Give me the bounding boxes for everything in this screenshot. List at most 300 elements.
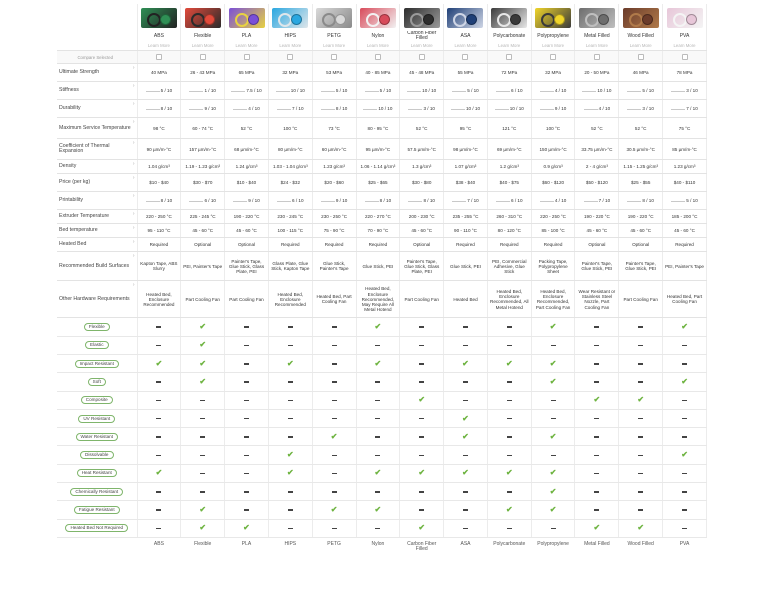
property-value — [619, 210, 663, 224]
property-value — [663, 192, 707, 210]
property-value-text: 33.75 µm/m-°C — [581, 146, 613, 152]
learn-more-link-asa[interactable]: Learn More — [444, 41, 488, 51]
compare-checkbox-metal-filled[interactable] — [594, 54, 600, 60]
info-chevron-icon[interactable]: › — [132, 161, 135, 168]
property-value-text: $30 - $70 — [193, 180, 213, 186]
feature-filter-pill-uv-resistant[interactable]: UV Resistant — [78, 415, 115, 423]
feature-filter-pill-composite[interactable]: Composite — [81, 396, 113, 404]
property-value-text: 98 µm/m-°C — [453, 146, 478, 152]
feature-value — [531, 446, 575, 464]
material-thumbnail-petg[interactable] — [316, 8, 352, 28]
material-thumbnail-wood-filled[interactable] — [623, 8, 659, 28]
footer-material-name-hips[interactable]: HIPS — [284, 540, 297, 547]
rating-bar — [496, 91, 510, 93]
info-chevron-icon[interactable]: › — [132, 253, 135, 260]
feature-value — [531, 501, 575, 519]
feature-value — [268, 373, 312, 391]
material-name-hips[interactable]: HIPS — [268, 31, 312, 41]
compare-cell — [268, 51, 312, 64]
material-thumbnail-flexible[interactable] — [185, 8, 221, 28]
material-name-abs[interactable]: ABS — [137, 31, 181, 41]
property-value-text: Optional — [237, 242, 256, 248]
property-value-text: 7 / 10 — [467, 198, 479, 204]
feature-value — [531, 464, 575, 482]
dash-icon — [332, 400, 337, 402]
compare-checkbox-hips[interactable] — [287, 54, 293, 60]
property-label-text: Density — [59, 163, 77, 170]
corner-cell — [57, 41, 137, 51]
learn-more-link-petg[interactable]: Learn More — [312, 41, 356, 51]
feature-filter-pill-soft[interactable]: Soft — [88, 378, 106, 386]
feature-value — [312, 446, 356, 464]
learn-more-link-abs[interactable]: Learn More — [137, 41, 181, 51]
property-value-text: $25 - $65 — [368, 180, 388, 186]
feature-value — [575, 391, 619, 409]
dash-icon — [156, 491, 161, 493]
feature-value — [312, 318, 356, 336]
property-value — [487, 224, 531, 238]
property-value-text: 10 / 10 — [290, 88, 305, 94]
property-label — [57, 281, 137, 318]
checkmark-icon: ✔ — [199, 322, 207, 332]
spool-shape-icon — [673, 13, 687, 27]
dash-icon — [551, 528, 556, 530]
property-value-text: 4 / 10 — [598, 106, 611, 112]
feature-value — [225, 483, 269, 501]
property-row-density — [57, 160, 707, 174]
feature-value — [181, 428, 225, 446]
property-value-text: 85 - 100 °C — [541, 228, 565, 234]
property-value-text: 75 °C — [678, 125, 691, 131]
dash-icon — [200, 400, 205, 402]
property-value — [137, 174, 181, 192]
feature-value — [137, 355, 181, 373]
dash-icon — [638, 436, 643, 438]
property-value — [137, 252, 181, 281]
footer-material-name-nylon[interactable]: Nylon — [371, 540, 385, 547]
footer-material-name-polypropylene[interactable]: Polypropylene — [537, 540, 569, 547]
footer-material-name-metal-filled[interactable]: Metal Filled — [584, 540, 610, 547]
property-row-coefficient-of-thermal-expansion — [57, 139, 707, 160]
compare-checkbox-pva[interactable] — [682, 54, 688, 60]
property-value-text: 230 - 250 °C — [321, 214, 348, 220]
material-thumbnail-pla[interactable] — [229, 8, 265, 28]
feature-value — [663, 428, 707, 446]
dash-icon — [244, 418, 249, 420]
feature-value — [444, 483, 488, 501]
feature-value — [619, 464, 663, 482]
rating-bar — [146, 201, 160, 203]
feature-value — [268, 428, 312, 446]
checkmark-icon: ✔ — [199, 523, 207, 533]
material-name-petg[interactable]: PETG — [312, 31, 356, 41]
compare-checkbox-asa[interactable] — [462, 54, 468, 60]
property-value-text: 1 / 10 — [204, 88, 216, 94]
feature-filter-pill-flexible[interactable]: Flexible — [84, 323, 110, 331]
rating-bar — [627, 109, 641, 111]
property-value — [268, 192, 312, 210]
property-value-text: Part Cooling Fan — [229, 296, 264, 302]
feature-value — [531, 428, 575, 446]
feature-value — [444, 409, 488, 427]
dash-icon — [419, 491, 424, 493]
feature-value — [137, 428, 181, 446]
footer-material-name-petg[interactable]: PETG — [327, 540, 341, 547]
compare-cell — [137, 51, 181, 64]
rating-bar — [189, 109, 203, 111]
feature-value — [575, 409, 619, 427]
feature-value — [575, 355, 619, 373]
dash-icon — [419, 436, 424, 438]
property-value — [225, 100, 269, 118]
feature-filter-pill-impact-resistant[interactable]: Impact Resistant — [75, 360, 119, 368]
info-chevron-icon[interactable]: › — [132, 282, 135, 289]
rating-bar — [277, 201, 291, 203]
dash-icon — [507, 345, 512, 347]
property-value — [400, 139, 444, 160]
footer-material-name-wood-filled[interactable]: Wood Filled — [627, 540, 654, 547]
property-value-text: 1.23 g/cm³ — [673, 164, 696, 170]
feature-value — [181, 446, 225, 464]
feature-value — [312, 519, 356, 537]
dash-icon — [638, 473, 643, 475]
feature-filter-pill-elastic[interactable]: Elastic — [85, 341, 109, 349]
feature-value — [575, 501, 619, 519]
material-thumbnail-metal-filled[interactable] — [579, 8, 615, 28]
learn-more-link-polycarbonate[interactable]: Learn More — [487, 41, 531, 51]
dash-icon — [200, 436, 205, 438]
property-value — [400, 238, 444, 252]
property-value — [575, 174, 619, 192]
property-value — [444, 160, 488, 174]
property-value — [312, 174, 356, 192]
learn-more-link-polypropylene[interactable]: Learn More — [531, 41, 575, 51]
footer-material-name-abs[interactable]: ABS — [153, 540, 164, 547]
rating-bar — [146, 109, 160, 111]
info-chevron-icon[interactable]: › — [132, 211, 135, 218]
footer-material-name-carbon-fiber-filled[interactable]: Carbon Fiber Filled — [407, 540, 437, 553]
material-name-carbon-fiber-filled[interactable]: Carbon Fiber Filled — [400, 31, 444, 41]
checkmark-icon: ✔ — [549, 431, 557, 441]
material-name-pla[interactable]: PLA — [225, 31, 269, 41]
info-chevron-icon[interactable]: › — [132, 193, 135, 200]
feature-row-heated-bed-not-required — [57, 519, 707, 537]
feature-value — [663, 464, 707, 482]
property-value — [619, 192, 663, 210]
property-value — [268, 174, 312, 192]
property-row-bed-temperature — [57, 224, 707, 238]
feature-filter-pill-dissolvable[interactable]: Dissolvable — [80, 451, 114, 459]
feature-value — [531, 355, 575, 373]
rating-bar — [671, 201, 685, 203]
feature-value — [137, 501, 181, 519]
property-label — [57, 192, 137, 210]
dash-icon — [332, 418, 337, 420]
learn-more-link-flexible[interactable]: Learn More — [181, 41, 225, 51]
checkmark-icon: ✔ — [243, 523, 250, 533]
learn-more-link-pla[interactable]: Learn More — [225, 41, 269, 51]
property-value — [531, 174, 575, 192]
property-value-text: 95 µm/m-°C — [365, 146, 391, 152]
dash-icon — [244, 400, 249, 402]
dash-icon — [507, 381, 512, 383]
learn-more-link-pva[interactable]: Learn More — [663, 41, 707, 51]
info-chevron-icon[interactable]: › — [132, 175, 135, 182]
dash-icon — [375, 400, 380, 402]
property-value-text: Kapton Tape, ABS Slurry — [140, 261, 178, 272]
learn-more-link-hips[interactable]: Learn More — [268, 41, 312, 51]
material-image-cell — [444, 4, 488, 31]
material-name-asa[interactable]: ASA — [444, 31, 488, 41]
feature-label-cell — [57, 446, 137, 464]
dash-icon — [463, 345, 468, 347]
material-thumbnail-abs[interactable] — [141, 8, 177, 28]
property-value-text: 6 / 10 — [204, 198, 216, 204]
material-thumbnail-asa[interactable] — [447, 8, 483, 28]
rating-bar — [452, 91, 466, 93]
property-label — [57, 238, 137, 252]
learn-more-link-carbon-fiber-filled[interactable]: Learn More — [400, 41, 444, 51]
compare-checkbox-wood-filled[interactable] — [638, 54, 644, 60]
feature-value — [663, 483, 707, 501]
footer-material-name-flexible[interactable]: Flexible — [194, 540, 212, 547]
info-chevron-icon[interactable]: › — [132, 101, 135, 108]
property-value — [400, 160, 444, 174]
footer-material-name-asa[interactable]: ASA — [460, 540, 471, 547]
property-value — [487, 160, 531, 174]
feature-value — [531, 391, 575, 409]
property-value-text: 45 - 60 °C — [236, 228, 257, 234]
footer-material-name-pva[interactable]: PVA — [679, 540, 690, 547]
compare-checkbox-polycarbonate[interactable] — [506, 54, 512, 60]
feature-filter-pill-chemically-resistant[interactable]: Chemically Resistant — [70, 488, 123, 496]
dash-icon — [682, 491, 687, 493]
property-row-durability — [57, 100, 707, 118]
property-value — [400, 192, 444, 210]
property-label-text: Heated Bed — [59, 241, 87, 248]
dash-icon — [682, 345, 687, 347]
property-value-text: 190 - 220 °C — [233, 214, 260, 220]
compare-checkbox-nylon[interactable] — [375, 54, 381, 60]
property-value-text: PEI, Painter's Tape — [665, 263, 704, 269]
feature-value — [400, 373, 444, 391]
material-thumbnail-pva[interactable] — [667, 8, 703, 28]
property-value-text: Glue Stick, PEI — [450, 263, 481, 269]
feature-label-cell — [57, 519, 137, 537]
feature-value — [531, 318, 575, 336]
rating-bar — [321, 201, 335, 203]
feature-row-elastic — [57, 336, 707, 354]
dash-icon — [244, 381, 249, 383]
property-label — [57, 160, 137, 174]
property-value — [225, 174, 269, 192]
compare-checkbox-flexible[interactable] — [200, 54, 206, 60]
checkmark-icon: ✔ — [462, 468, 469, 478]
material-thumbnail-hips[interactable] — [272, 8, 308, 28]
property-value — [356, 64, 400, 82]
material-thumbnail-polycarbonate[interactable] — [491, 8, 527, 28]
property-value-text: Painter's Tape, Glue Stick, PEI — [581, 261, 613, 272]
info-chevron-icon[interactable]: › — [132, 119, 135, 126]
property-value — [356, 210, 400, 224]
property-value-text: $10 - $40 — [149, 180, 169, 186]
spool-shape-icon — [322, 13, 336, 27]
feature-value — [444, 355, 488, 373]
rating-bar — [671, 91, 685, 93]
feature-value — [137, 409, 181, 427]
dash-icon — [551, 345, 556, 347]
property-value-text: Optional — [588, 242, 606, 248]
property-value — [444, 192, 488, 210]
property-value-text: 6 / 10 — [292, 198, 304, 204]
property-value — [268, 281, 312, 318]
material-name-metal-filled[interactable]: Metal Filled — [575, 31, 619, 41]
dash-icon — [244, 345, 249, 347]
property-value-text: Painter's Tape, Glue Stick, Glass Plate, PEI — [228, 258, 265, 274]
material-image-cell — [400, 4, 444, 31]
spool-shape-icon — [686, 14, 697, 25]
feature-value — [268, 336, 312, 354]
property-value — [181, 118, 225, 139]
feature-row-heat-resistant — [57, 464, 707, 482]
property-label — [57, 118, 137, 139]
property-value — [487, 139, 531, 160]
compare-checkbox-abs[interactable] — [156, 54, 162, 60]
property-value — [400, 224, 444, 238]
footer-material-name-pla[interactable]: PLA — [241, 540, 252, 547]
feature-value — [225, 373, 269, 391]
material-name-nylon[interactable]: Nylon — [356, 31, 400, 41]
feature-value — [268, 464, 312, 482]
property-value — [444, 224, 488, 238]
dash-icon — [594, 363, 599, 365]
material-thumbnail-nylon[interactable] — [360, 8, 396, 28]
property-label-text: Price (per kg) — [59, 179, 91, 186]
compare-checkbox-petg[interactable] — [331, 54, 337, 60]
learn-more-link-metal-filled[interactable]: Learn More — [575, 41, 619, 51]
feature-row-impact-resistant — [57, 355, 707, 373]
property-value — [137, 238, 181, 252]
property-row-other-hardware-requirements — [57, 281, 707, 318]
feature-value — [575, 519, 619, 537]
material-image-cell — [137, 4, 181, 31]
material-thumbnail-carbon-fiber-filled[interactable] — [404, 8, 440, 28]
property-value-text: $50 - $120 — [585, 180, 608, 186]
property-value — [356, 160, 400, 174]
learn-more-link-wood-filled[interactable]: Learn More — [619, 41, 663, 51]
compare-cell — [444, 51, 488, 64]
property-value — [663, 238, 707, 252]
feature-value — [356, 409, 400, 427]
property-value — [487, 192, 531, 210]
dash-icon — [638, 326, 643, 328]
dash-icon — [288, 436, 293, 438]
feature-value — [137, 519, 181, 537]
compare-checkbox-pla[interactable] — [244, 54, 250, 60]
property-value-text: 7 / 10 — [598, 198, 611, 204]
footer-material-name-polycarbonate[interactable]: Polycarbonate — [493, 540, 526, 547]
info-chevron-icon[interactable]: › — [132, 140, 135, 147]
rating-bar — [540, 201, 554, 203]
property-value-text: Required — [499, 242, 519, 248]
property-value-text: 53 MPa — [326, 70, 343, 76]
property-value-text: 98 °C — [153, 125, 165, 131]
property-value — [312, 64, 356, 82]
feature-value — [619, 373, 663, 391]
property-value — [487, 82, 531, 100]
feature-filter-pill-fatigue-resistant[interactable]: Fatigue Resistant — [74, 506, 120, 514]
property-value-text: PEI, Commercial Adhesive, Glue Stick — [492, 258, 527, 274]
property-value-text: 80 µm/m-°C — [277, 146, 303, 152]
feature-filter-pill-heated-bed-not-required[interactable]: Heated Bed Not Required — [65, 524, 128, 532]
feature-value — [181, 501, 225, 519]
feature-value — [268, 501, 312, 519]
checkmark-icon: ✔ — [462, 431, 469, 441]
material-name-pva[interactable]: PVA — [663, 31, 707, 41]
property-value-text: 68 µm/m-°C — [234, 146, 259, 152]
feature-label-cell — [57, 355, 137, 373]
property-value-text: 7 / 10 — [686, 106, 698, 112]
dash-icon — [638, 491, 643, 493]
compare-checkbox-polypropylene[interactable] — [550, 54, 556, 60]
dash-icon — [288, 345, 293, 347]
property-value — [268, 82, 312, 100]
material-name-wood-filled[interactable]: Wood Filled — [619, 31, 663, 41]
property-value — [225, 252, 269, 281]
property-value — [268, 224, 312, 238]
material-image-cell — [225, 4, 269, 31]
property-value — [312, 192, 356, 210]
material-name-polycarbonate[interactable]: Polycarbonate — [487, 31, 531, 41]
property-value-text: Heated Bed, Enclosure Recommended, May Require All Metal Hotend — [361, 286, 395, 313]
material-thumbnail-polypropylene[interactable] — [535, 8, 571, 28]
property-value-text: 8 / 10 — [335, 106, 348, 112]
dash-icon — [419, 326, 424, 328]
feature-value — [575, 373, 619, 391]
info-chevron-icon[interactable]: › — [132, 239, 135, 246]
dash-icon — [507, 455, 512, 457]
material-name-polypropylene[interactable]: Polypropylene — [531, 31, 575, 41]
property-value — [531, 100, 575, 118]
learn-more-link-nylon[interactable]: Learn More — [356, 41, 400, 51]
info-chevron-icon[interactable]: › — [132, 83, 135, 90]
rating-bar — [495, 109, 509, 111]
property-value — [268, 118, 312, 139]
feature-value — [444, 318, 488, 336]
compare-cell — [312, 51, 356, 64]
dash-icon — [551, 400, 556, 402]
dash-icon — [244, 363, 249, 365]
info-chevron-icon[interactable]: › — [132, 65, 135, 72]
dash-icon — [244, 455, 249, 457]
feature-value — [619, 391, 663, 409]
rating-bar — [407, 91, 421, 93]
material-name-flexible[interactable]: Flexible — [181, 31, 225, 41]
property-value — [356, 224, 400, 238]
feature-filter-pill-water-resistant[interactable]: Water Resistant — [76, 433, 119, 441]
feature-filter-pill-heat-resistant[interactable]: Heat Resistant — [77, 469, 117, 477]
feature-value — [312, 428, 356, 446]
property-value — [225, 82, 269, 100]
compare-selected-button[interactable]: Compare Selected — [57, 51, 137, 64]
property-value-text: Heated Bed — [453, 296, 478, 302]
feature-value — [487, 464, 531, 482]
compare-checkbox-carbon-fiber-filled[interactable] — [419, 54, 425, 60]
feature-row-composite — [57, 391, 707, 409]
rating-bar — [321, 109, 335, 111]
checkmark-icon: ✔ — [462, 358, 469, 368]
info-chevron-icon[interactable]: › — [132, 225, 135, 232]
